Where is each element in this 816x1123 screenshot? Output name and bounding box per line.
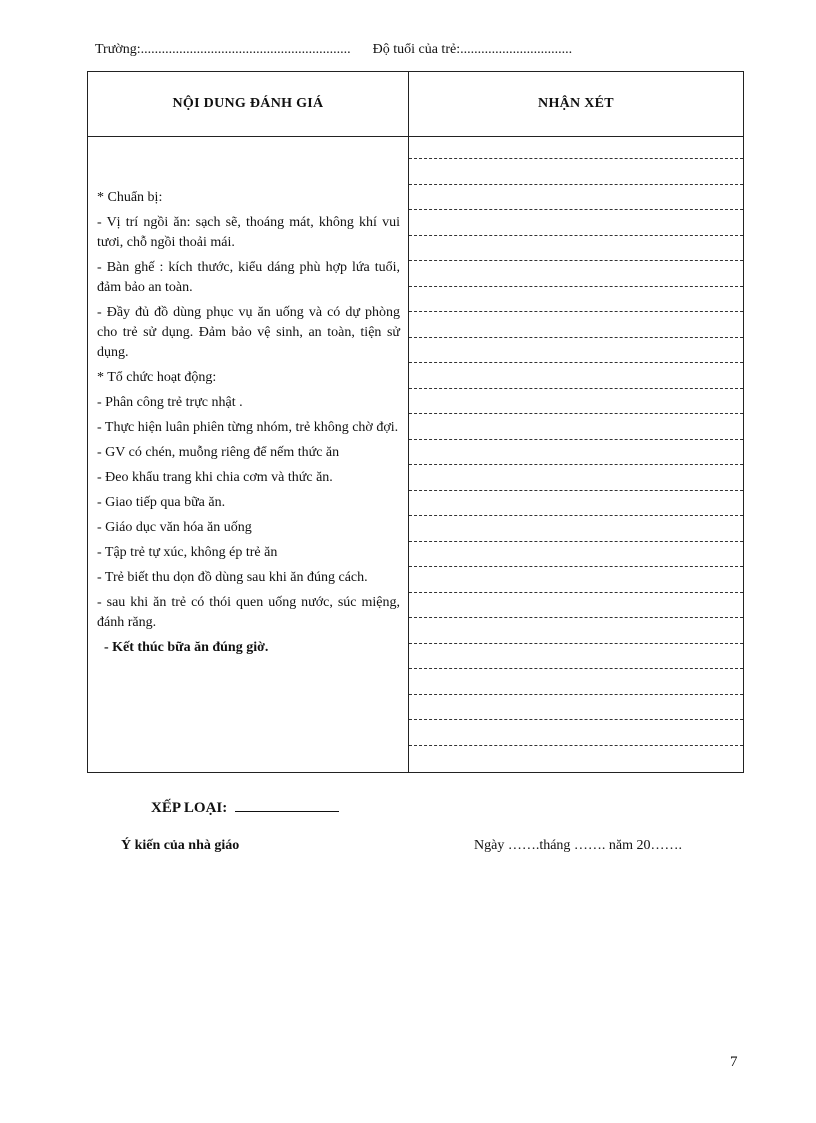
criterion-item: - Giao tiếp qua bữa ăn.: [97, 495, 226, 510]
criterion-item: - Giáo dục văn hóa ăn uống: [97, 520, 252, 535]
header-divider: [88, 136, 743, 137]
criterion-item: - Phân công trẻ trực nhật .: [97, 395, 243, 410]
evaluation-table: [87, 71, 744, 773]
header-line: [95, 42, 572, 58]
school-field: Trường:............................................................: [95, 42, 351, 57]
criterion-item: - Trẻ biết thu dọn đồ dùng sau khi ăn đúng cách.: [97, 570, 368, 585]
criterion-item: * Chuẩn bị:: [97, 190, 163, 205]
final-criterion: - Kết thúc bữa ăn đúng giờ.: [104, 640, 269, 655]
age-group-field: Độ tuổi của trẻ:................................: [372, 42, 573, 57]
rating-label: XẾP LOẠI:: [151, 800, 228, 816]
criterion-item: - Đầy đủ đồ dùng phục vụ ăn uống và có dự phòng cho trẻ sử dụng. Đảm bảo vệ sinh, an toàn, tiện sử dụng.: [97, 305, 400, 360]
rating-row: [151, 797, 339, 817]
criterion-item: * Tổ chức hoạt động:: [97, 370, 217, 385]
rating-blank[interactable]: [235, 797, 339, 812]
criterion-item: - Tập trẻ tự xúc, không ép trẻ ăn: [97, 545, 278, 560]
teacher-opinion-label: Ý kiến của nhà giáo: [121, 838, 240, 853]
column-divider: [408, 72, 409, 772]
criterion-item: - Vị trí ngồi ăn: sạch sẽ, thoáng mát, không khí vui tươi, chỗ ngồi thoải mái.: [97, 215, 400, 250]
criterion-item: - Bàn ghế : kích thước, kiểu dáng phù hợp lứa tuổi, đảm bảo an toàn.: [97, 260, 400, 295]
criteria-list: [97, 188, 400, 663]
page-number: 7: [730, 1054, 738, 1070]
criterion-item: - sau khi ăn trẻ có thói quen uống nước, súc miệng, đánh răng.: [97, 595, 400, 630]
criterion-item: - GV có chén, muỗng riêng để nếm thức ăn: [97, 445, 340, 460]
col-header-comments: NHẬN XÉT: [538, 96, 614, 111]
criterion-item: - Thực hiện luân phiên từng nhóm, trẻ không chờ đợi.: [97, 420, 399, 435]
date-line: Ngày …….tháng ……. năm 20…….: [474, 838, 683, 853]
criterion-item: - Đeo khẩu trang khi chia cơm và thức ăn.: [97, 470, 333, 485]
col-header-content: NỘI DUNG ĐÁNH GIÁ: [172, 96, 324, 111]
